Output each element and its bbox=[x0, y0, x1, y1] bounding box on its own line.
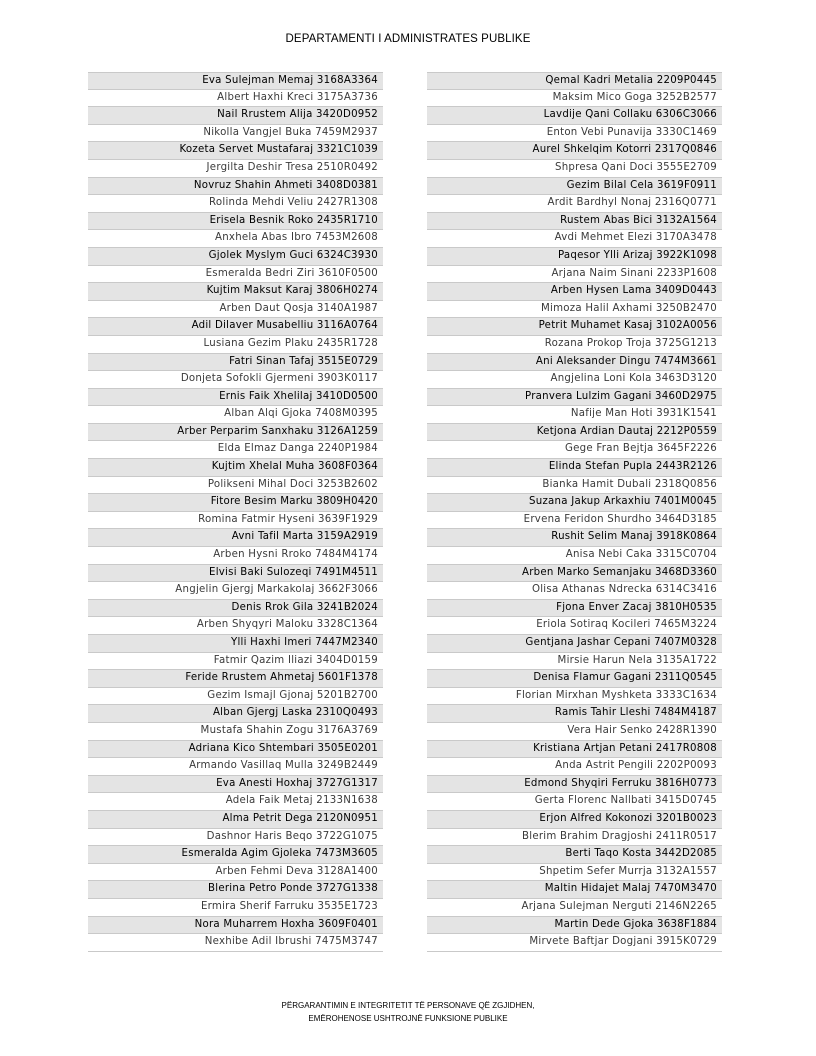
list-item: Elvisi Baki Sulozeqi 7491M4511 bbox=[88, 565, 383, 583]
list-item: Esmeralda Agim Gjoleka 7473M3605 bbox=[88, 846, 383, 864]
list-item: Fjona Enver Zacaj 3810H0535 bbox=[427, 600, 722, 618]
list-item: Angjelina Loni Kola 3463D3120 bbox=[427, 371, 722, 389]
list-item: Alban Alqi Gjoka 7408M0395 bbox=[88, 406, 383, 424]
list-item: Anxhela Abas Ibro 7453M2608 bbox=[88, 230, 383, 248]
list-item: Nexhibe Adil Ibrushi 7475M3747 bbox=[88, 934, 383, 952]
list-item: Gentjana Jashar Cepani 7407M0328 bbox=[427, 635, 722, 653]
list-item: Mustafa Shahin Zogu 3176A3769 bbox=[88, 723, 383, 741]
list-item: Elda Elmaz Danga 2240P1984 bbox=[88, 441, 383, 459]
list-item: Arben Daut Qosja 3140A1987 bbox=[88, 301, 383, 319]
list-item: Rozana Prokop Troja 3725G1213 bbox=[427, 336, 722, 354]
page-title: DEPARTAMENTI I ADMINISTRATES PUBLIKE bbox=[285, 33, 531, 45]
list-item: Ketjona Ardian Dautaj 2212P0559 bbox=[427, 424, 722, 442]
list-item: Berti Taqo Kosta 3442D2085 bbox=[427, 846, 722, 864]
list-item: Rolinda Mehdi Veliu 2427R1308 bbox=[88, 195, 383, 213]
list-item: Paqesor Ylli Arizaj 3922K1098 bbox=[427, 248, 722, 266]
list-item: Esmeralda Bedri Ziri 3610F0500 bbox=[88, 266, 383, 284]
list-item: Avdi Mehmet Elezi 3170A3478 bbox=[427, 230, 722, 248]
list-item: Martin Dede Gjoka 3638F1884 bbox=[427, 917, 722, 935]
list-item: Angjelin Gjergj Markakolaj 3662F3066 bbox=[88, 582, 383, 600]
list-item: Eva Anesti Hoxhaj 3727G1317 bbox=[88, 776, 383, 794]
list-item: Maksim Mico Goga 3252B2577 bbox=[427, 90, 722, 108]
list-item: Gege Fran Bejtja 3645F2226 bbox=[427, 441, 722, 459]
list-item: Ernis Faik Xhelilaj 3410D0500 bbox=[88, 389, 383, 407]
list-item: Rustem Abas Bici 3132A1564 bbox=[427, 213, 722, 231]
list-item: Arjana Naim Sinani 2233P1608 bbox=[427, 266, 722, 284]
list-item: Edmond Shyqiri Ferruku 3816H0773 bbox=[427, 776, 722, 794]
list-item: Maltin Hidajet Malaj 7470M3470 bbox=[427, 881, 722, 899]
list-item: Avni Tafil Marta 3159A2919 bbox=[88, 529, 383, 547]
list-item: Ylli Haxhi Imeri 7447M2340 bbox=[88, 635, 383, 653]
footer bbox=[0, 999, 816, 1025]
list-item: Jergilta Deshir Tresa 2510R0492 bbox=[88, 160, 383, 178]
list-item: Olisa Athanas Ndrecka 6314C3416 bbox=[427, 582, 722, 600]
list-item: Arben Hysen Lama 3409D0443 bbox=[427, 283, 722, 301]
list-item: Fitore Besim Marku 3809H0420 bbox=[88, 494, 383, 512]
list-item: Arben Marko Semanjaku 3468D3360 bbox=[427, 565, 722, 583]
list-item: Mirvete Baftjar Dogjani 3915K0729 bbox=[427, 934, 722, 952]
list-item: Fatri Sinan Tafaj 3515E0729 bbox=[88, 354, 383, 372]
list-item: Arber Perparim Sanxhaku 3126A1259 bbox=[88, 424, 383, 442]
list-item: Alma Petrit Dega 2120N0951 bbox=[88, 811, 383, 829]
footer-line-2: EMËROHENOSE USHTROJNË FUNKSIONE PUBLIKE bbox=[308, 1014, 508, 1023]
list-item: Ervena Feridon Shurdho 3464D3185 bbox=[427, 512, 722, 530]
list-item: Mirsie Harun Nela 3135A1722 bbox=[427, 653, 722, 671]
list-item: Bianka Hamit Dubali 2318Q0856 bbox=[427, 477, 722, 495]
list-item: Eriola Sotiraq Kocileri 7465M3224 bbox=[427, 617, 722, 635]
list-item: Shpresa Qani Doci 3555E2709 bbox=[427, 160, 722, 178]
list-item: Anda Astrit Pengili 2202P0093 bbox=[427, 758, 722, 776]
list-item: Denis Rrok Gila 3241B2024 bbox=[88, 600, 383, 618]
list-item: Gezim Bilal Cela 3619F0911 bbox=[427, 178, 722, 196]
list-item: Blerim Brahim Dragjoshi 2411R0517 bbox=[427, 829, 722, 847]
list-item: Ardit Bardhyl Nonaj 2316Q0771 bbox=[427, 195, 722, 213]
list-item: Elinda Stefan Pupla 2443R2126 bbox=[427, 459, 722, 477]
list-item: Florian Mirxhan Myshketa 3333C1634 bbox=[427, 688, 722, 706]
list-item: Nikolla Vangjel Buka 7459M2937 bbox=[88, 125, 383, 143]
list-item: Mimoza Halil Axhami 3250B2470 bbox=[427, 301, 722, 319]
list-item: Ramis Tahir Lleshi 7484M4187 bbox=[427, 705, 722, 723]
list-item: Donjeta Sofokli Gjermeni 3903K0117 bbox=[88, 371, 383, 389]
list-item: Nafije Man Hoti 3931K1541 bbox=[427, 406, 722, 424]
list-item: Eva Sulejman Memaj 3168A3364 bbox=[88, 72, 383, 90]
list-item: Kristiana Artjan Petani 2417R0808 bbox=[427, 741, 722, 759]
list-item: Adil Dilaver Musabelliu 3116A0764 bbox=[88, 318, 383, 336]
list-item: Armando Vasillaq Mulla 3249B2449 bbox=[88, 758, 383, 776]
list-item: Blerina Petro Ponde 3727G1338 bbox=[88, 881, 383, 899]
list-item: Shpetim Sefer Murrja 3132A1557 bbox=[427, 864, 722, 882]
list-item: Arben Shyqyri Maloku 3328C1364 bbox=[88, 617, 383, 635]
list-item: Gezim Ismajl Gjonaj 5201B2700 bbox=[88, 688, 383, 706]
list-item: Fatmir Qazim Iliazi 3404D0159 bbox=[88, 653, 383, 671]
list-item: Arjana Sulejman Nerguti 2146N2265 bbox=[427, 899, 722, 917]
list-item: Adela Faik Metaj 2133N1638 bbox=[88, 793, 383, 811]
list-item: Alban Gjergj Laska 2310Q0493 bbox=[88, 705, 383, 723]
list-item: Aurel Shkelqim Kotorri 2317Q0846 bbox=[427, 142, 722, 160]
list-item: Adriana Kico Shtembari 3505E0201 bbox=[88, 741, 383, 759]
names-column-right bbox=[427, 72, 722, 952]
list-item: Romina Fatmir Hyseni 3639F1929 bbox=[88, 512, 383, 530]
list-item: Arben Hysni Rroko 7484M4174 bbox=[88, 547, 383, 565]
list-item: Enton Vebi Punavija 3330C1469 bbox=[427, 125, 722, 143]
list-item: Gerta Florenc Nallbati 3415D0745 bbox=[427, 793, 722, 811]
list-item: Qemal Kadri Metalia 2209P0445 bbox=[427, 72, 722, 90]
list-item: Nail Rrustem Alija 3420D0952 bbox=[88, 107, 383, 125]
list-item: Gjolek Myslym Guci 6324C3930 bbox=[88, 248, 383, 266]
list-item: Lavdije Qani Collaku 6306C3066 bbox=[427, 107, 722, 125]
list-item: Lusiana Gezim Plaku 2435R1728 bbox=[88, 336, 383, 354]
list-item: Feride Rrustem Ahmetaj 5601F1378 bbox=[88, 670, 383, 688]
list-item: Kujtim Maksut Karaj 3806H0274 bbox=[88, 283, 383, 301]
list-item: Denisa Flamur Gagani 2311Q0545 bbox=[427, 670, 722, 688]
list-item: Rushit Selim Manaj 3918K0864 bbox=[427, 529, 722, 547]
list-item: Erisela Besnik Roko 2435R1710 bbox=[88, 213, 383, 231]
list-item: Vera Hair Senko 2428R1390 bbox=[427, 723, 722, 741]
names-column-left bbox=[88, 72, 383, 952]
list-item: Erjon Alfred Kokonozi 3201B0023 bbox=[427, 811, 722, 829]
list-item: Pranvera Lulzim Gagani 3460D2975 bbox=[427, 389, 722, 407]
list-item: Arben Fehmi Deva 3128A1400 bbox=[88, 864, 383, 882]
list-item: Ermira Sherif Farruku 3535E1723 bbox=[88, 899, 383, 917]
list-item: Suzana Jakup Arkaxhiu 7401M0045 bbox=[427, 494, 722, 512]
list-item: Petrit Muhamet Kasaj 3102A0056 bbox=[427, 318, 722, 336]
list-item: Anisa Nebi Caka 3315C0704 bbox=[427, 547, 722, 565]
list-item: Kozeta Servet Mustafaraj 3321C1039 bbox=[88, 142, 383, 160]
list-item: Kujtim Xhelal Muha 3608F0364 bbox=[88, 459, 383, 477]
list-item: Ani Aleksander Dingu 7474M3661 bbox=[427, 354, 722, 372]
list-item: Albert Haxhi Kreci 3175A3736 bbox=[88, 90, 383, 108]
list-item: Polikseni Mihal Doci 3253B2602 bbox=[88, 477, 383, 495]
list-item: Novruz Shahin Ahmeti 3408D0381 bbox=[88, 178, 383, 196]
list-item: Dashnor Haris Beqo 3722G1075 bbox=[88, 829, 383, 847]
footer-line-1: PËRGARANTIMIN E INTEGRITETIT TË PERSONAVE QË ZGJIDHEN, bbox=[281, 1001, 535, 1010]
list-item: Nora Muharrem Hoxha 3609F0401 bbox=[88, 917, 383, 935]
